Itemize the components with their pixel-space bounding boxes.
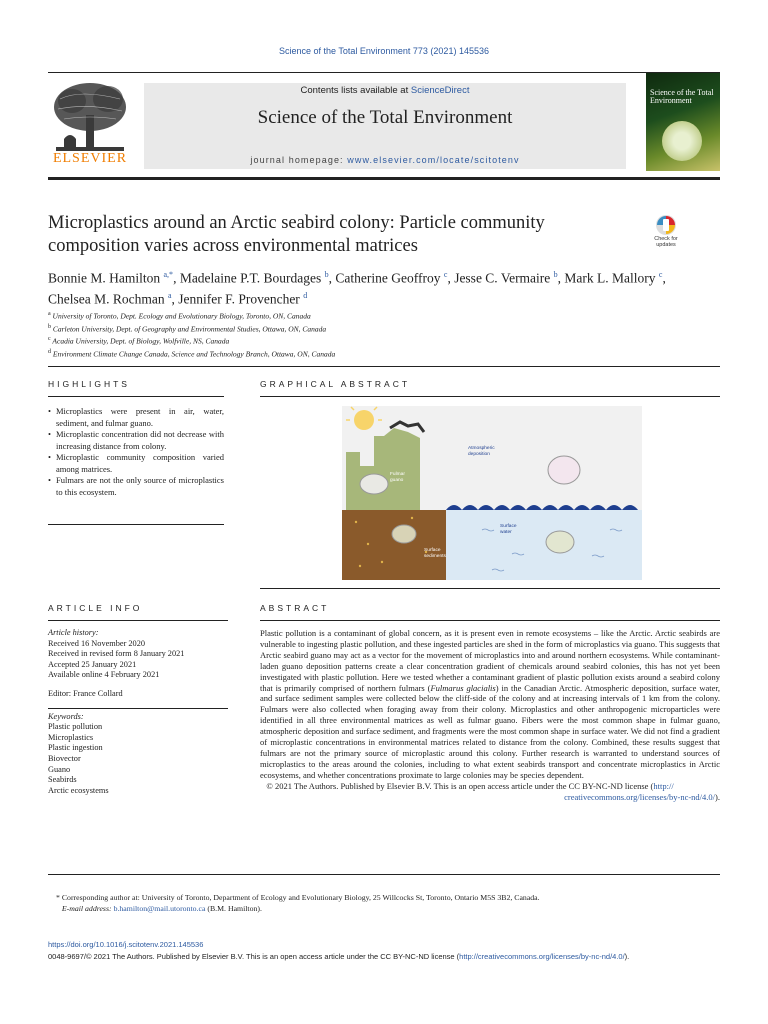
author-affiliation-marker[interactable]: c [443, 270, 448, 279]
affiliation-text: Environment Climate Change Canada, Science and Technology Branch, Ottawa, ON, Canada [52, 349, 336, 358]
author-separator: , [557, 270, 565, 286]
affiliations [48, 309, 728, 359]
graphical-abstract-figure[interactable] [342, 406, 642, 580]
journal-homepage [144, 155, 626, 165]
author-list [48, 266, 728, 307]
affiliation-text: Acadia University, Dept. of Biology, Wolfville, NS, Canada [52, 336, 230, 346]
keyword-item: Seabirds [48, 775, 77, 785]
affiliation-item [48, 322, 728, 335]
abstract-body [260, 628, 720, 803]
author-name[interactable]: Jennifer F. Provencher [178, 291, 300, 306]
author-affiliation-marker[interactable]: b [553, 270, 558, 279]
journal-title: Science of the Total Environment [257, 107, 513, 128]
highlight-item: • Fulmars are not the only source of microplastics to this ecosystem. [48, 475, 224, 498]
article-info-divider [48, 620, 228, 621]
species-name: Fulmarus glacialis [430, 682, 496, 693]
keyword-item: Plastic pollution [48, 722, 103, 732]
article-title: Microplastics around an Arctic seabird colony: Particle community composition varies across environmental matrices [48, 213, 545, 256]
affiliation-item [48, 309, 728, 322]
author-name[interactable]: Madelaine P.T. Bourdages [179, 270, 322, 286]
affiliation-key: c [48, 336, 51, 342]
author-affiliation-marker[interactable]: d [303, 290, 308, 300]
cover-image [662, 121, 702, 161]
article-history-label: Article history: [48, 628, 99, 637]
contents-prefix: Contents lists available at [300, 85, 411, 96]
surface-sediments-label: Surface sediments [424, 548, 446, 559]
email-link[interactable]: b.hamilton@mail.utoronto.ca [113, 904, 206, 913]
abstract-text: ) in the Canadian Arctic. Atmospheric deposition, surface water, and surface sediment samples were collected below the cliff-side of the colony and at increasing intervals of 1 km from the colony. Fulmars were also collected when foraging away from their colony. Microplastics and other anthropogenic microparticles were identified in all three environmental matrices as well as fulmar guano. Fibers were the most common shape in fulmar guano, atmospheric deposition and surface sediment, and fragments were the most common shape in surface water. We did not find a gradient of microplastic concentrations in environmental matrices related to distance from the colony. Combined, these results suggest that fulmars are not the primary source of microplastic around this colony. Further research is warranted to understand sources of microplastics to the areas around the colonies, including to what extent seabirds transport and concentrate microplastics in Arctic ecosystems, and whether concentrations proximate to large colonies may be species dependent. [260, 682, 720, 780]
keyword-item: Microplastics [48, 732, 94, 742]
highlight-item: • Microplastic community composition varied among matrices. [48, 452, 224, 475]
author-name[interactable]: Catherine Geoffroy [335, 270, 441, 286]
graphical-abstract-heading: GRAPHICAL ABSTRACT [260, 379, 411, 389]
keywords-label: Keywords: [48, 711, 84, 721]
doi-link[interactable]: https://doi.org/10.1016/j.scitotenv.2021.145536 [48, 940, 204, 949]
highlights-heading: HIGHLIGHTS [48, 379, 130, 389]
atmospheric-deposition-label: Atmospheric deposition [468, 446, 495, 457]
publisher-wordmark: ELSEVIER [52, 151, 128, 166]
history-item: Received 16 November 2020 [48, 638, 145, 648]
keyword-item: Arctic ecosystems [48, 785, 109, 795]
affiliation-text: Carleton University, Dept. of Geography and Environmental Studies, Ottawa, ON, Canada [52, 324, 327, 333]
surface-water-label: Surface water [500, 524, 517, 535]
highlights-list [48, 406, 224, 498]
article-info [48, 628, 228, 796]
highlight-item: • Microplastics were present in air, water, sediment, and fulmar guano. [48, 406, 224, 429]
section-divider [48, 366, 720, 367]
homepage-link[interactable]: www.elsevier.com/locate/scitotenv [347, 155, 520, 165]
abstract-heading: ABSTRACT [260, 603, 330, 613]
author-separator: , [328, 270, 336, 286]
history-item: Received in revised form 8 January 2021 [48, 649, 185, 659]
homepage-prefix: journal homepage: [250, 155, 348, 165]
sciencedirect-link[interactable]: ScienceDirect [410, 85, 470, 96]
affiliation-key: d [48, 348, 51, 355]
author-separator: , [171, 291, 179, 306]
keyword-item: Biovector [48, 753, 81, 763]
journal-cover-thumbnail[interactable] [646, 73, 720, 171]
history-item: Accepted 25 January 2021 [48, 659, 137, 669]
corresponding-author-footnote [56, 892, 716, 914]
email-suffix: (B.M. Hamilton). [205, 904, 262, 913]
fulmar-guano-label: Fulmar guano [390, 472, 405, 483]
email-label: E-mail address: [61, 904, 112, 913]
license-text: © 2021 The Authors. Published by Elsevier B.V. This is an open access article under the CC BY-NC-ND license ( [266, 780, 654, 791]
section-divider [48, 874, 720, 875]
journal-masthead [48, 72, 720, 180]
cover-title: Science of the Total Environment [650, 88, 714, 105]
author-name[interactable]: Jesse C. Vermaire [454, 270, 551, 286]
author-separator: , [662, 270, 666, 286]
author-affiliation-marker[interactable]: b [324, 270, 329, 279]
affiliation-text: University of Toronto, Dept. Ecology and Evolutionary Biology, Toronto, ON, Canada [52, 311, 311, 321]
highlights-divider [48, 396, 224, 397]
copyright-line [48, 952, 728, 961]
crossmark-icon[interactable] [646, 214, 686, 254]
article-info-heading: ARTICLE INFO [48, 603, 143, 613]
affiliation-item [48, 347, 728, 360]
copyright-license-link[interactable]: http://creativecommons.org/licenses/by-nc-nd/4.0/ [459, 952, 625, 961]
highlight-item: • Microplastic concentration did not decrease with increasing distance from colony. [48, 429, 224, 452]
journal-citation-link[interactable]: Science of the Total Environment 773 (2021) 145536 [279, 46, 489, 56]
author-affiliation-marker[interactable]: a,* [163, 270, 174, 279]
keyword-item: Guano [48, 764, 71, 774]
copyright-text: 0048-9697/© 2021 The Authors. Published by Elsevier B.V. This is an open access article under the CC BY-NC-ND license ( [48, 952, 460, 961]
license-end: ). [715, 791, 720, 802]
author-separator: , [447, 270, 455, 286]
affiliation-key: b [48, 323, 51, 330]
affiliation-key: a [48, 311, 51, 317]
author-separator: , [173, 270, 180, 286]
affiliation-item [48, 334, 728, 347]
history-item: Available online 4 February 2021 [48, 670, 160, 680]
author-affiliation-marker[interactable]: a [167, 290, 172, 300]
editor-line: Editor: France Collard [48, 688, 123, 698]
author-name[interactable]: Bonnie M. Hamilton [48, 270, 161, 286]
license-link[interactable]: http:// [653, 780, 674, 791]
license-link[interactable]: creativecommons.org/licenses/by-nc-nd/4.0/ [564, 791, 716, 802]
copyright-suffix: ). [624, 952, 630, 961]
abstract-text: Plastic pollution is a contaminant of global concern, as it is present even in remote ecosystems – like the Arctic. Arctic seabirds are vulnerable to ingesting plastic pollution, and these ingested particles are shed in the form of microplastics via guano. This suggests that Arctic seabird guano may act as a vector for the movement of microplastics into and around northern ecosystems. While contaminant-laden guano deposition patterns create a clear concentration gradient of chemicals around seabird colonies, this has not yet been investigated with plastic pollution. Here we tested whether a contaminant gradient of plastic pollution exists around a seabird colony that is primarily comprised of northern fulmars ( [260, 628, 720, 693]
author-affiliation-marker[interactable]: c [658, 270, 663, 279]
crossmark-label: Check for updates [654, 236, 678, 248]
contents-line [144, 85, 626, 96]
highlights-divider [48, 524, 224, 525]
author-name[interactable]: Chelsea M. Rochman [48, 291, 165, 306]
graphical-abstract-divider [260, 588, 720, 589]
author-name[interactable]: Mark L. Mallory [564, 270, 656, 286]
corresponding-author-text: * Corresponding author at: University of Toronto, Department of Ecology and Evolutionary Biology, 25 Willcocks St, Toronto, Ontario M5S 3B2, Canada. [56, 893, 540, 902]
abstract-divider [260, 620, 720, 621]
graphical-abstract-divider [260, 396, 720, 397]
keyword-item: Plastic ingestion [48, 743, 103, 753]
